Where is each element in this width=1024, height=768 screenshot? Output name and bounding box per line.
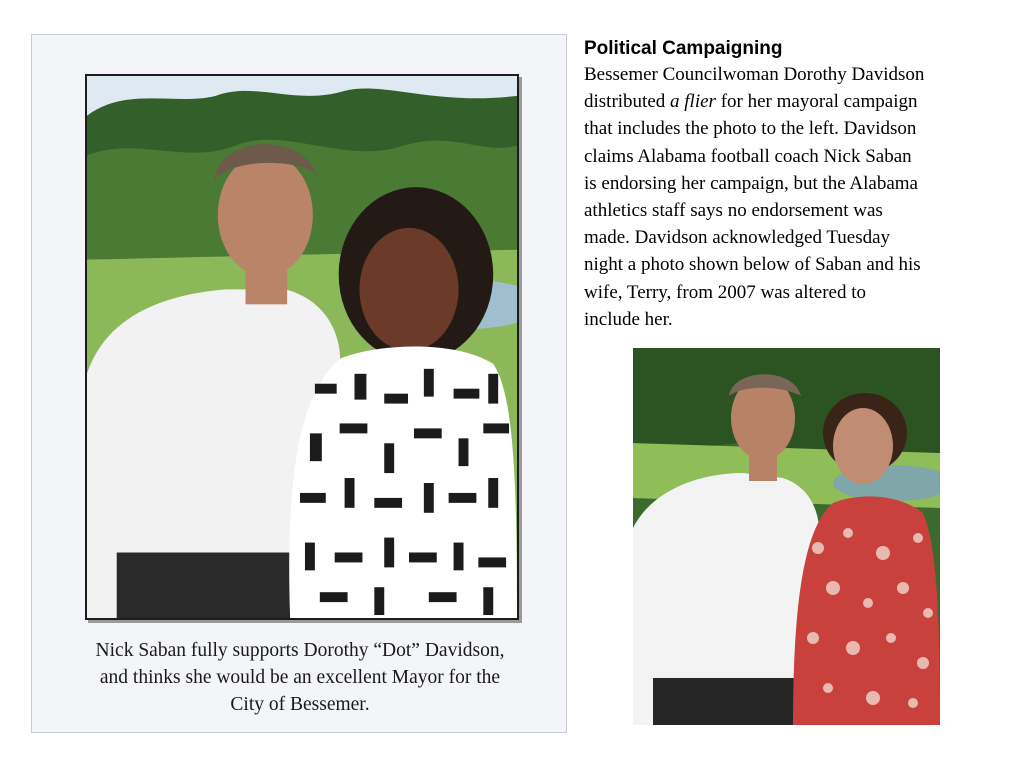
flier-reference: a flier <box>670 91 716 113</box>
article-line: wife, Terry, from 2007 was altered to <box>584 281 866 303</box>
article-line: that includes the photo to the left. Davidson <box>584 118 917 140</box>
article-body <box>584 61 1004 333</box>
flier-caption <box>32 637 568 718</box>
article-line: is endorsing her campaign, but the Alabama <box>584 172 918 194</box>
article-line: claims Alabama football coach Nick Saban <box>584 145 912 167</box>
article-line: Bessemer Councilwoman Dorothy Davidson <box>584 64 925 85</box>
flier-caption-line: and thinks she would be an excellent Mayor for the <box>99 667 501 688</box>
article-line: night a photo shown below of Saban and his <box>584 254 921 276</box>
campaign-flier <box>31 34 567 733</box>
article-line: made. Davidson acknowledged Tuesday <box>584 227 891 249</box>
original-photo <box>633 348 940 725</box>
flier-photo <box>85 74 519 620</box>
article-title: Political Campaigning <box>584 38 783 59</box>
flier-photo-image <box>87 76 517 618</box>
article <box>584 36 1004 333</box>
article-line: distributed a flier for her mayoral campaign <box>584 91 918 113</box>
article-line: include her. <box>584 308 673 330</box>
article-line: athletics staff says no endorsement was <box>584 200 883 222</box>
flier-caption-line: City of Bessemer. <box>230 694 370 715</box>
flier-caption-line: Nick Saban fully supports Dorothy “Dot” Davidson, <box>95 640 505 661</box>
original-photo-image <box>633 348 940 725</box>
